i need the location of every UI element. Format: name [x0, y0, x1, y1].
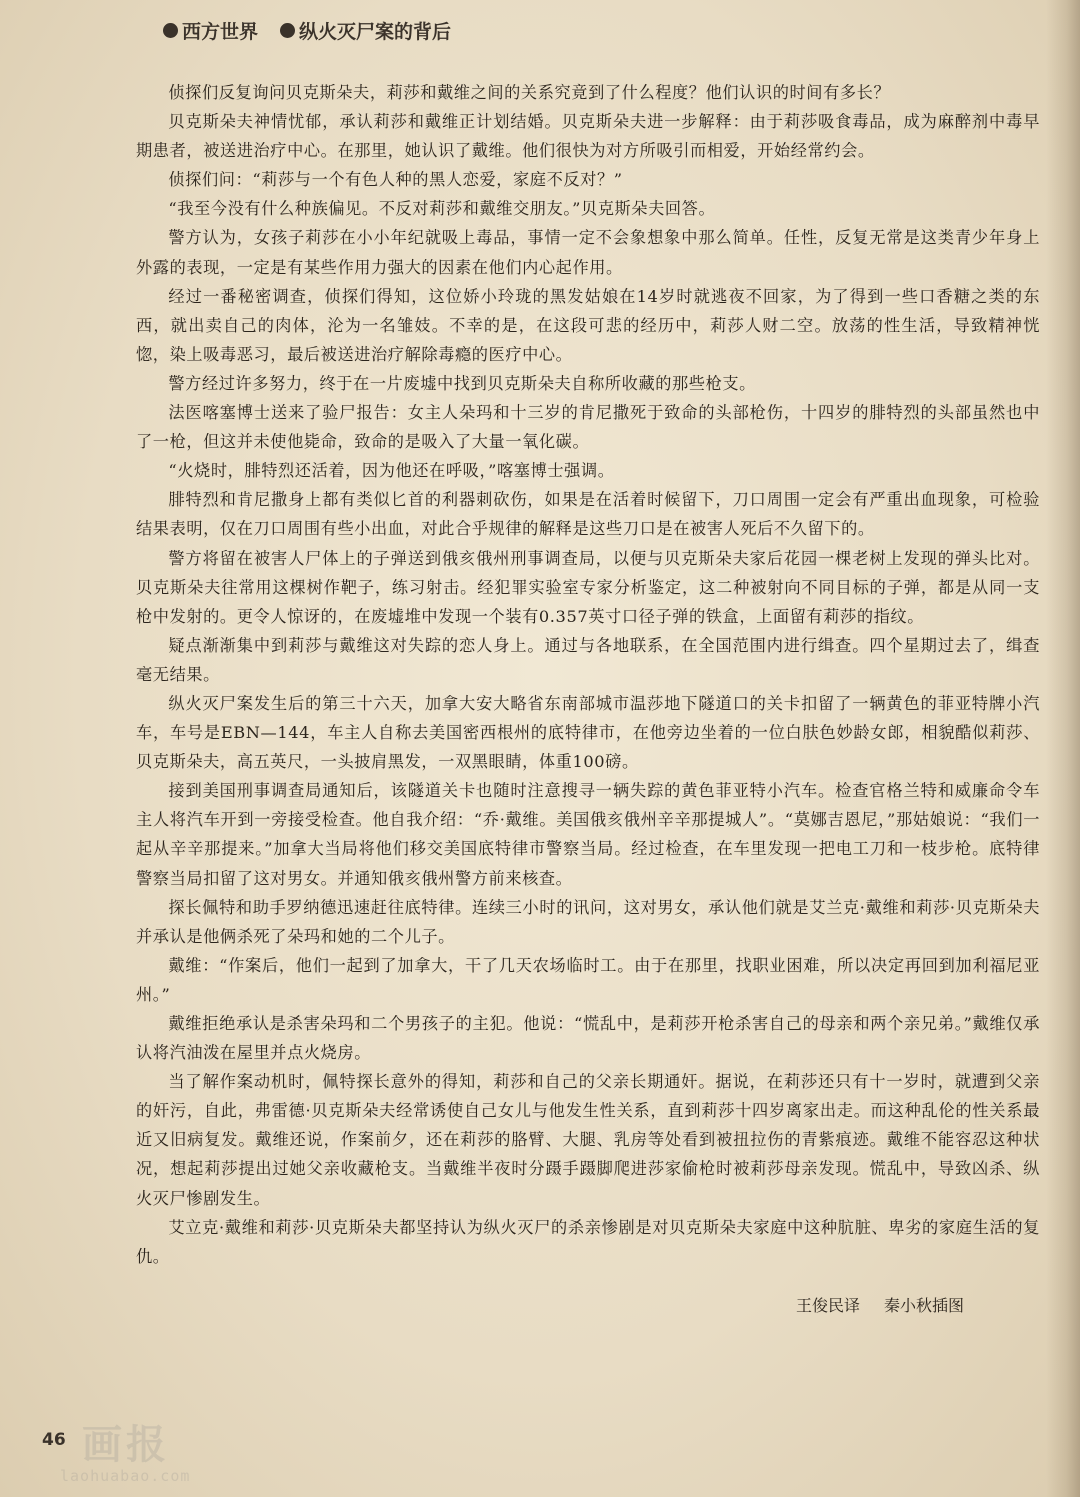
article-paragraph: 贝克斯朵夫神情忧郁，承认莉莎和戴维正计划结婚。贝克斯朵夫进一步解释：由于莉莎吸食毒品，成为麻醉剂中毒早期患者，被送进治疗中心。在那里，她认识了戴维。他们很快为对方所吸引而相爱，开始经常约会。 [136, 112, 1040, 161]
article-paragraph: “我至今没有什么种族偏见。不反对莉莎和戴维交朋友。”贝克斯朵夫回答。 [168, 199, 716, 219]
article-paragraph: 疑点渐渐集中到莉莎与戴维这对失踪的恋人身上。通过与各地联系，在全国范围内进行缉查。四个星期过去了，缉查毫无结果。 [136, 635, 1040, 684]
illustrator-credit: 秦小秋插图 [884, 1296, 965, 1315]
article-body [136, 78, 1040, 1271]
section-label [163, 17, 258, 44]
article-credits [796, 1293, 964, 1316]
article-paragraph: 当了解作案动机时，佩特探长意外的得知，莉莎和自己的父亲长期通奸。据说，在莉莎还只有十一岁时，就遭到父亲的奸污，自此，弗雷德·贝克斯朵夫经常诱使自己女儿与他发生性关系，直到莉莎十四岁离家出走。而这种乱伦的性关系最近又旧病复发。戴维还说，作案前夕，还在莉莎的胳臂、大腿、乳房等处看到被扭拉伤的青紫痕迹。戴维不能容忍这种状况，想起莉莎提出过她父亲收藏枪支。当戴维半夜时分蹑手蹑脚爬进莎家偷枪时被莉莎母亲发现。慌乱中，导致凶杀、纵火灭尸惨剧发生。 [136, 1072, 1040, 1208]
page-number: 46 [42, 1430, 66, 1450]
article-paragraph: 艾立克·戴维和莉莎·贝克斯朵夫都坚持认为纵火灭尸的杀亲惨剧是对贝克斯朵夫家庭中这种肮脏、卑劣的家庭生活的复仇。 [136, 1217, 1040, 1266]
article-paragraph: 戴维拒绝承认是杀害朵玛和二个男孩子的主犯。他说：“慌乱中，是莉莎开枪杀害自己的母亲和两个亲兄弟。”戴维仅承认将汽油泼在屋里并点火烧房。 [136, 1014, 1040, 1063]
article-paragraph: 警方将留在被害人尸体上的子弹送到俄亥俄州刑事调查局，以便与贝克斯朵夫家后花园一棵老树上发现的弹头比对。贝克斯朵夫往常用这棵树作靶子，练习射击。经犯罪实验室专家分析鉴定，这二种被射向不同目标的子弹，都是从同一支枪中发射的。更令人惊讶的，在废墟堆中发现一个装有0.357英寸口径子弹的铁盒，上面留有莉莎的指纹。 [136, 548, 1040, 626]
article-title-text: 纵火灭尸案的背后 [299, 20, 452, 43]
article-paragraph: 侦探们问：“莉莎与一个有色人种的黑人恋爱，家庭不反对？” [168, 170, 623, 190]
article-paragraph: 探长佩特和助手罗纳德迅速赶往底特律。连续三小时的讯问，这对男女，承认他们就是艾兰克·戴维和莉莎·贝克斯朵夫并承认是他俩杀死了朵玛和她的二个儿子。 [136, 897, 1040, 946]
article-paragraph: 经过一番秘密调查，侦探们得知，这位娇小玲珑的黑发姑娘在14岁时就逃夜不回家，为了得到一些口香糖之类的东西，就出卖自己的肉体，沦为一名雏妓。不幸的是，在这段可悲的经历中，莉莎人财二空。放荡的性生活，导致精神恍惚，染上吸毒恶习，最后被送进治疗解除毒瘾的医疗中心。 [136, 286, 1040, 364]
article-paragraph: 侦探们反复询问贝克斯朵夫，莉莎和戴维之间的关系究竟到了什么程度？他们认识的时间有多长？ [168, 83, 891, 102]
article-paragraph: 法医喀塞博士送来了验尸报告：女主人朵玛和十三岁的肯尼撒死于致命的头部枪伤，十四岁的腓特烈的头部虽然也中了一枪，但这并未使他毙命，致命的是吸入了大量一氧化碳。 [136, 403, 1040, 452]
watermark-text: 画报 [82, 1422, 170, 1468]
page-spine-shadow [1046, 0, 1080, 1497]
bullet-icon [163, 23, 178, 38]
article-paragraph: 警方认为，女孩子莉莎在小小年纪就吸上毒品，事情一定不会象想象中那么简单。任性，反复无常是这类青少年身上外露的表现，一定是有某些作用力强大的因素在他们内心起作用。 [136, 228, 1040, 277]
watermark-url: laohuabao.com [60, 1467, 191, 1485]
article-paragraph: 腓特烈和肯尼撒身上都有类似匕首的利器刺砍伤，如果是在活着时候留下，刀口周围一定会有严重出血现象，可检验结果表明，仅在刀口周围有些小出血，对此合乎规律的解释是这些刀口是在被害人死后不久留下的。 [136, 490, 1040, 539]
section-name: 西方世界 [182, 20, 259, 43]
article-title [280, 17, 451, 44]
bullet-icon [280, 23, 295, 38]
article-paragraph: 纵火灭尸案发生后的第三十六天，加拿大安大略省东南部城市温莎地下隧道口的关卡扣留了一辆黄色的菲亚特牌小汽车，车号是EBN—144，车主人自称去美国密西根州的底特律市，在他旁边坐着的一位白肤色妙龄女郎，相貌酷似莉莎、贝克斯朵夫，高五英尺，一头披肩黑发，一双黑眼睛，体重100磅。 [136, 693, 1040, 772]
article-paragraph: 戴维：“作案后，他们一起到了加拿大，干了几天农场临时工。由于在那里，找职业困难，所以决定再回到加利福尼亚州。” [136, 955, 1040, 1004]
page-header [163, 14, 451, 46]
article-paragraph: “火烧时，腓特烈还活着，因为他还在呼吸，”喀塞博士强调。 [168, 461, 615, 481]
translator-credit: 王俊民译 [796, 1296, 861, 1315]
article-paragraph: 接到美国刑事调查局通知后，该隧道关卡也随时注意搜寻一辆失踪的黄色菲亚特小汽车。检查官格兰特和威廉命令车主人将汽车开到一旁接受检查。他自我介绍：“乔·戴维。美国俄亥俄州辛辛那提城人”。“莫娜吉恩尼，”那姑娘说：“我们一起从辛辛那提来。”加拿大当局将他们移交美国底特律市警察当局。经过检查，在车里发现一把电工刀和一枝步枪。底特律警察当局扣留了这对男女。并通知俄亥俄州警方前来核查。 [136, 781, 1040, 888]
watermark [54, 1413, 264, 1497]
article-paragraph: 警方经过许多努力，终于在一片废墟中找到贝克斯朵夫自称所收藏的那些枪支。 [168, 373, 756, 393]
